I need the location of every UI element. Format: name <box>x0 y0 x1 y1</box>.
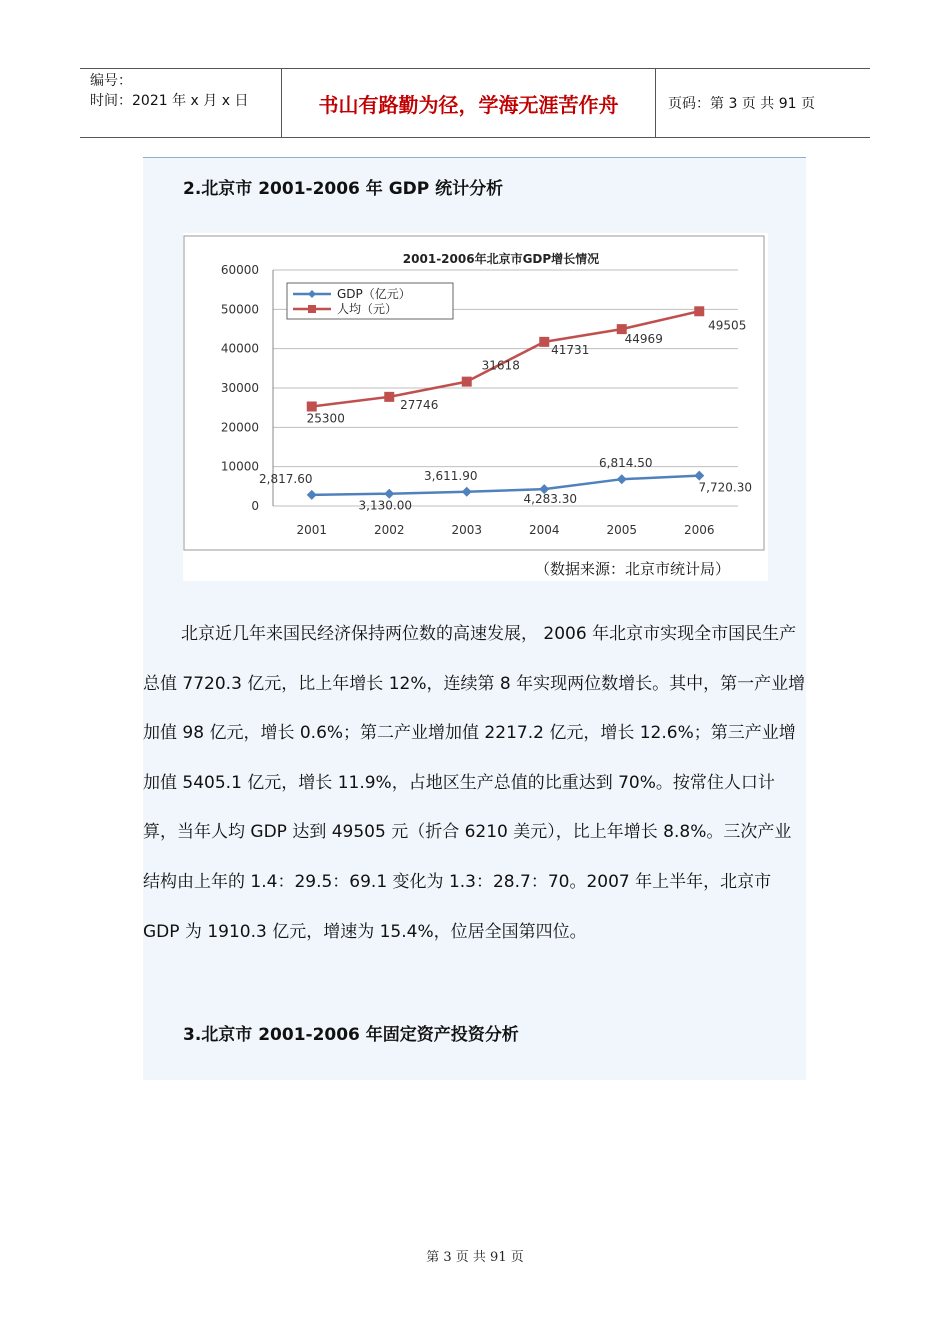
data-label-per-capita: 31618 <box>481 358 520 373</box>
x-tick-label: 2005 <box>606 523 638 537</box>
y-tick-label: 10000 <box>220 459 259 474</box>
document-number-label: 编号： <box>90 73 132 89</box>
data-label-gdp: 7,720.30 <box>698 480 752 495</box>
legend-marker <box>308 305 316 313</box>
data-label-gdp: 3,611.90 <box>424 468 478 483</box>
chart-title: 2001-2006年北京市GDP增长情况 <box>402 252 600 266</box>
page-header <box>80 68 870 138</box>
data-label-per-capita: 41731 <box>551 342 590 357</box>
data-label-per-capita: 44969 <box>624 332 663 347</box>
y-tick-label: 40000 <box>220 341 259 356</box>
x-tick-label: 2003 <box>451 523 483 537</box>
data-label-gdp: 2,817.60 <box>259 471 313 486</box>
data-point-per-capita <box>384 392 394 402</box>
x-tick-label: 2006 <box>683 523 715 537</box>
x-tick-label: 2004 <box>528 523 560 537</box>
data-label-gdp: 3,130.00 <box>358 498 412 513</box>
body-paragraph-text: 北京近几年来国民经济保持两位数的高速发展， 2006 年北京市实现全市国民生产总值 7720.3 亿元，比上年增长 12%，连续第 8 年实现两位数增长。其中，第一产业增加值 98 亿元，增长 0.6%；第二产业增加值 2217.2 亿元，增长 12.6%；第三产业增加值 5405.1 亿元，增长 11.9%，占地区生产总值的比重达到 70%。按常住人口计算，当年人均 GDP 达到 49505 元（折合 6210 美元），比上年增长 8.8%。三次产业结构由上年的 1.4：29.5：69.1 变化为 1.3：28.7：70。2007 年上半年，北京市 GDP 为 1910.3 亿元，增速为 15.4%，位居全国第四位。 <box>143 624 806 942</box>
chart-frame <box>184 236 764 550</box>
section-2-title: 2.北京市 2001-2006 年 GDP 统计分析 <box>183 179 504 199</box>
data-label-per-capita: 27746 <box>400 397 439 412</box>
header-meta-cell <box>80 69 282 137</box>
data-label-per-capita: 49505 <box>708 318 747 333</box>
data-label-gdp: 6,814.50 <box>599 456 653 471</box>
page-footer: 第 3 页 共 91 页 <box>426 1250 524 1265</box>
data-label-gdp: 4,283.30 <box>523 492 577 507</box>
data-point-per-capita <box>694 306 704 316</box>
section-3-title: 3.北京市 2001-2006 年固定资产投资分析 <box>183 1025 519 1045</box>
data-point-per-capita <box>462 377 472 387</box>
legend-label: GDP（亿元） <box>337 287 411 301</box>
y-tick-label: 50000 <box>220 302 259 317</box>
x-tick-label: 2002 <box>373 523 405 537</box>
header-page-label: 页码：第 3 页 共 91 页 <box>668 96 815 112</box>
x-tick-label: 2001 <box>296 523 328 537</box>
gdp-line-chart <box>183 235 765 551</box>
y-tick-label: 0 <box>251 499 259 513</box>
data-label-per-capita: 25300 <box>306 411 345 426</box>
legend-label: 人均（元） <box>337 302 398 316</box>
chart-source-note: （数据来源：北京市统计局） <box>535 560 731 578</box>
y-tick-label: 60000 <box>220 263 259 277</box>
y-tick-label: 30000 <box>220 381 259 395</box>
y-tick-label: 20000 <box>220 420 259 435</box>
body-paragraph <box>143 610 808 957</box>
document-time-label: 时间：2021 年 x 月 x 日 <box>90 93 249 109</box>
data-point-per-capita <box>539 337 549 347</box>
data-point-per-capita <box>307 401 317 411</box>
header-motto: 书山有路勤为径，学海无涯苦作舟 <box>282 69 656 137</box>
